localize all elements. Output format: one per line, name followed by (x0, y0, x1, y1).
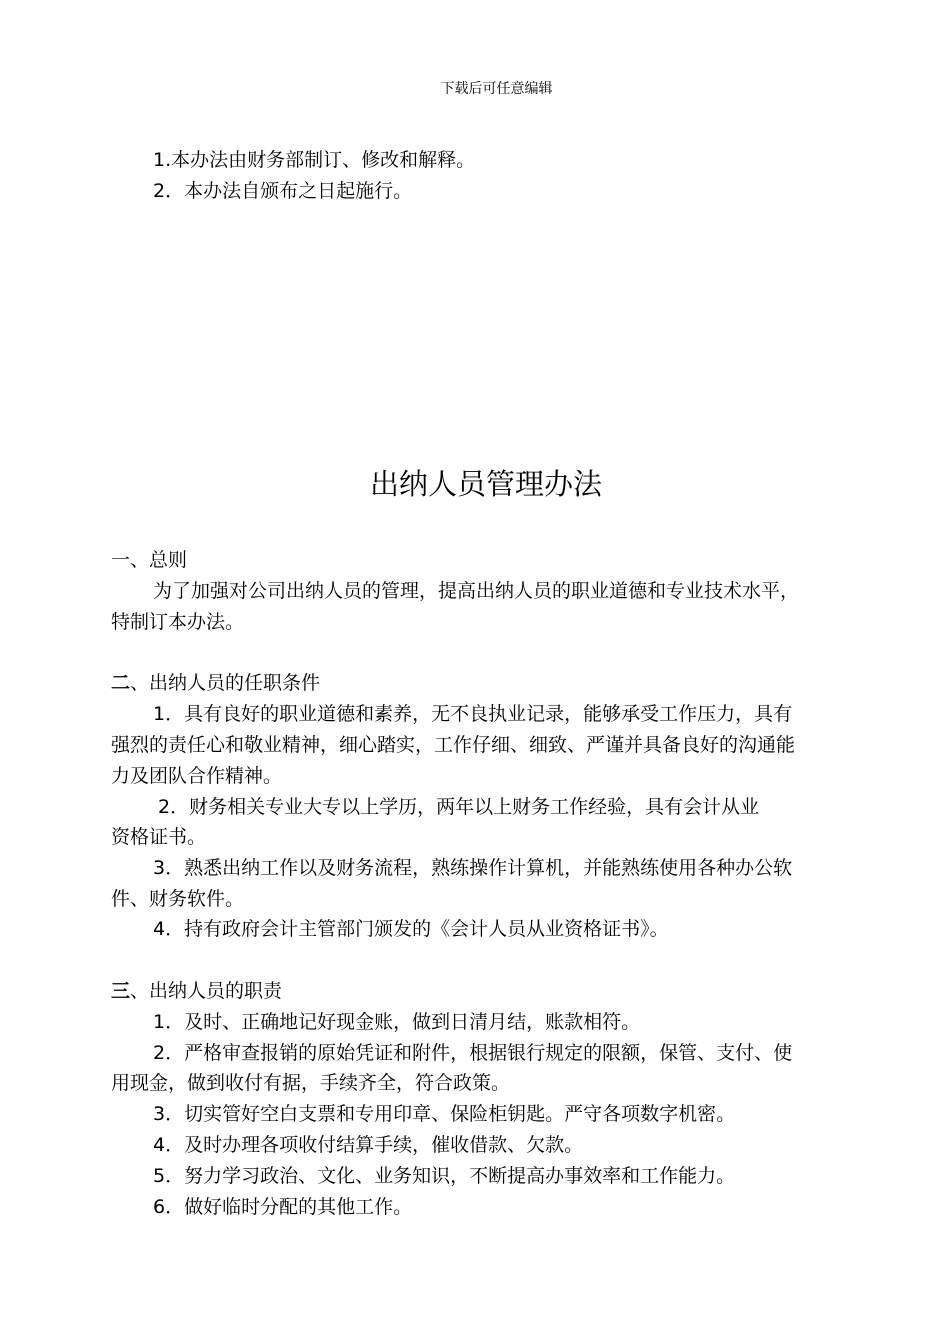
section-number: 二 (111, 672, 131, 694)
paragraph-line: 3．熟悉出纳工作以及财务流程，熟练操作计算机，并能熟练使用各种办公软 (153, 857, 793, 879)
paragraph-line: 2．严格审查报销的原始凭证和附件，根据银行规定的限额，保管、支付、使 (153, 1042, 793, 1064)
paragraph-line: 用现金，做到收付有据，手续齐全，符合政策。 (111, 1072, 511, 1094)
paragraph-line: 4．持有政府会计主管部门颁发的《会计人员从业资格证书》。 (153, 918, 669, 940)
page-header-note: 下载后可任意编辑 (440, 81, 553, 97)
section-number: 一 (111, 549, 131, 571)
intro-item-2: 2．本办法自颁布之日起施行。 (153, 180, 413, 202)
section-heading-qualifications (111, 668, 320, 698)
section-heading-general (111, 545, 187, 575)
paragraph-line: 5．努力学习政治、文化、业务知识，不断提高办事效率和工作能力。 (153, 1165, 736, 1187)
paragraph-line: 4．及时办理各项收付结算手续，催收借款、欠款。 (153, 1134, 584, 1156)
paragraph-line: 强烈的责任心和敬业精神，细心踏实，工作仔细、细致、严谨并具备良好的沟通能 (111, 734, 796, 756)
section-heading-text: 、总则 (130, 549, 188, 571)
paragraph-line: 1．及时、正确地记好现金账，做到日清月结，账款相符。 (153, 1011, 641, 1033)
paragraph-line: 资格证书。 (111, 826, 207, 848)
intro-item-1: 1.本办法由财务部制订、修改和解释。 (153, 149, 476, 171)
paragraph-line: 6．做好临时分配的其他工作。 (153, 1196, 413, 1218)
section-heading-text: 、出纳人员的职责 (130, 980, 283, 1002)
paragraph-line: 力及团队合作精神。 (111, 765, 283, 787)
paragraph-line: 2．财务相关专业大专以上学历，两年以上财务工作经验，具有会计从业 (158, 796, 760, 818)
section-heading-text: 、出纳人员的任职条件 (130, 672, 321, 694)
paragraph-line: 特制订本办法。 (111, 611, 245, 633)
document-title: 出纳人员管理办法 (369, 467, 602, 501)
section-heading-duties (111, 976, 282, 1006)
paragraph-line: 件、财务软件。 (111, 888, 245, 910)
paragraph-line: 为了加强对公司出纳人员的管理，提高出纳人员的职业道德和专业技术水平， (153, 580, 800, 602)
paragraph-line: 1．具有良好的职业道德和素养，无不良执业记录，能够承受工作压力，具有 (153, 703, 793, 725)
section-number: 三 (111, 980, 131, 1002)
paragraph-line: 3．切实管好空白支票和专用印章、保险柜钥匙。严守各项数字机密。 (153, 1103, 736, 1125)
